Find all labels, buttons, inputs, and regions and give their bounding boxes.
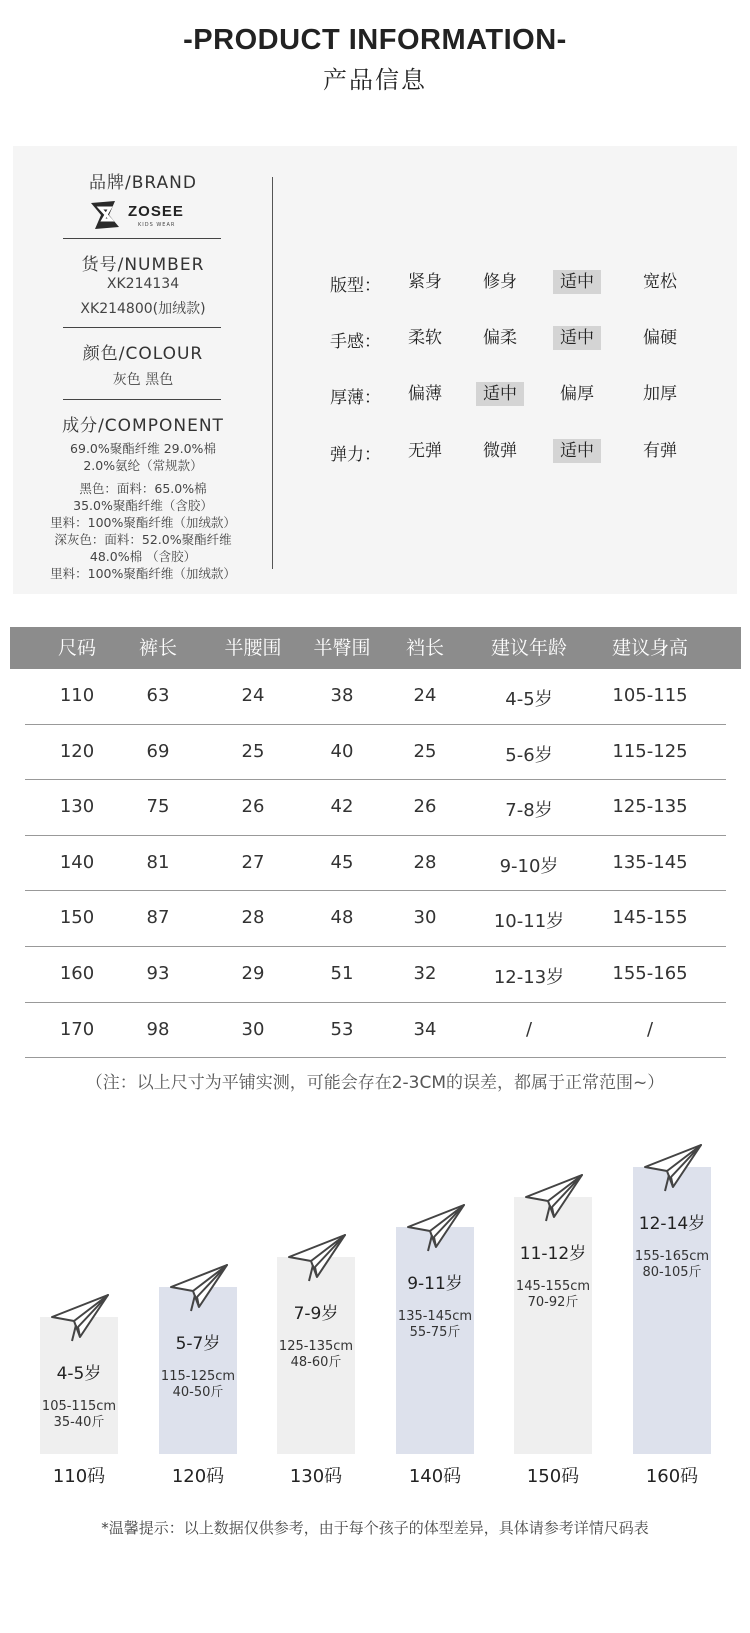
chart-size-label: 110码 bbox=[52, 1466, 106, 1487]
table-header-cell: 半腰围 bbox=[224, 637, 282, 659]
chart-age-label: 12-14岁 bbox=[638, 1214, 706, 1234]
table-cell: 25 bbox=[413, 740, 437, 762]
attribute-label: 版型： bbox=[330, 276, 381, 296]
attribute-option: 偏薄 bbox=[408, 384, 442, 404]
table-cell: 115-125 bbox=[612, 740, 688, 762]
paper-plane-icon bbox=[169, 1261, 231, 1317]
table-row-divider bbox=[25, 1057, 726, 1058]
table-cell: 170 bbox=[59, 1018, 95, 1040]
chart-height-label: 145-155cm bbox=[515, 1279, 591, 1294]
table-cell: 75 bbox=[146, 796, 170, 818]
table-cell: 51 bbox=[330, 963, 354, 984]
table-cell: 69 bbox=[146, 740, 170, 762]
chart-size-label: 150码 bbox=[526, 1466, 580, 1487]
chart-height-label: 135-145cm bbox=[397, 1309, 473, 1324]
table-cell: 38 bbox=[330, 685, 354, 706]
table-row-divider bbox=[25, 835, 726, 836]
table-row-divider bbox=[25, 1002, 726, 1003]
table-cell: 120 bbox=[59, 740, 95, 762]
size-note: （注：以上尺寸为平铺实测，可能会存在2-3CM的误差，都属于正常范围~） bbox=[85, 1073, 665, 1093]
table-row-divider bbox=[25, 890, 726, 891]
divider bbox=[63, 399, 221, 400]
component-label: 成分/COMPONENT bbox=[62, 416, 224, 436]
paper-plane-icon bbox=[524, 1171, 586, 1227]
table-cell: 5-6岁 bbox=[505, 744, 553, 766]
table-header-cell: 裆长 bbox=[405, 637, 444, 659]
chart-age-label: 4-5岁 bbox=[56, 1364, 102, 1384]
component-line: 深灰色：面料：52.0%聚酯纤维 bbox=[54, 532, 232, 547]
chart-age-label: 9-11岁 bbox=[407, 1274, 463, 1294]
table-cell: 26 bbox=[413, 796, 437, 818]
table-cell: 130 bbox=[59, 796, 95, 818]
paper-plane-icon bbox=[643, 1141, 705, 1197]
table-cell: / bbox=[646, 1018, 654, 1040]
attribute-option: 微弹 bbox=[483, 441, 517, 461]
chart-age-label: 11-12岁 bbox=[519, 1244, 587, 1264]
chart-weight-label: 40-50斤 bbox=[172, 1385, 224, 1400]
chart-bar bbox=[514, 1197, 592, 1454]
chart-weight-label: 70-92斤 bbox=[527, 1295, 579, 1310]
table-cell: 24 bbox=[241, 685, 265, 706]
paper-plane-icon bbox=[406, 1201, 468, 1257]
paper-plane-icon bbox=[287, 1231, 349, 1287]
table-cell: 29 bbox=[241, 963, 265, 984]
attribute-option: 偏厚 bbox=[560, 384, 594, 404]
chart-height-label: 125-135cm bbox=[278, 1339, 354, 1354]
attribute-option: 无弹 bbox=[408, 441, 442, 461]
attribute-option: 偏柔 bbox=[483, 328, 517, 348]
table-cell: 4-5岁 bbox=[505, 689, 553, 710]
table-cell: 140 bbox=[59, 851, 95, 873]
chart-size-label: 120码 bbox=[171, 1466, 225, 1487]
table-cell: 25 bbox=[241, 740, 265, 762]
attribute-option: 有弹 bbox=[643, 441, 677, 461]
table-cell: 42 bbox=[330, 796, 354, 818]
number-value-2: XK214800(加绒款) bbox=[80, 301, 206, 317]
attribute-label: 弹力： bbox=[330, 445, 381, 465]
title-chinese: 产品信息 bbox=[323, 66, 427, 94]
table-cell: 9-10岁 bbox=[499, 855, 559, 877]
divider bbox=[63, 327, 221, 328]
chart-weight-label: 55-75斤 bbox=[409, 1325, 461, 1340]
chart-height-label: 155-165cm bbox=[634, 1249, 710, 1264]
table-header-cell: 尺码 bbox=[57, 637, 96, 659]
table-cell: 98 bbox=[146, 1018, 170, 1040]
table-header-cell: 建议年龄 bbox=[490, 637, 567, 659]
table-header-cell: 建议身高 bbox=[611, 637, 688, 659]
number-value-1: XK214134 bbox=[106, 276, 180, 292]
table-cell: 135-145 bbox=[612, 851, 688, 873]
colour-value: 灰色 黑色 bbox=[112, 372, 174, 388]
component-line: 69.0%聚酯纤维 29.0%棉 bbox=[70, 441, 216, 456]
brand-logo-sub: KIDS WEAR bbox=[138, 222, 176, 228]
component-line: 里料：100%聚酯纤维（加绒款） bbox=[50, 566, 236, 581]
brand-logo bbox=[88, 198, 198, 234]
table-cell: 12-13岁 bbox=[493, 967, 565, 988]
component-line: 48.0%棉 （含胶） bbox=[89, 549, 197, 564]
tip-text: *温馨提示：以上数据仅供参考，由于每个孩子的体型差异，具体请参考详情尺码表 bbox=[101, 1519, 649, 1537]
number-label: 货号/NUMBER bbox=[81, 255, 205, 275]
attribute-option: 修身 bbox=[483, 272, 517, 292]
table-cell: 28 bbox=[241, 907, 265, 929]
chart-weight-label: 48-60斤 bbox=[290, 1355, 342, 1370]
table-cell: 93 bbox=[146, 963, 170, 984]
table-cell: 105-115 bbox=[612, 685, 688, 706]
colour-label: 颜色/COLOUR bbox=[82, 344, 204, 364]
table-cell: 48 bbox=[330, 907, 354, 929]
brand-logo-text: ZOSEE bbox=[128, 203, 184, 220]
table-row-divider bbox=[25, 779, 726, 780]
component-line: 35.0%聚酯纤维（含胶） bbox=[73, 498, 213, 513]
table-cell: 24 bbox=[413, 685, 437, 706]
attribute-option-selected: 适中 bbox=[553, 326, 601, 350]
table-cell: 87 bbox=[146, 907, 170, 929]
table-cell: 7-8岁 bbox=[505, 800, 553, 822]
chart-age-label: 7-9岁 bbox=[293, 1304, 339, 1324]
table-cell: 27 bbox=[241, 851, 265, 873]
table-cell: 53 bbox=[330, 1018, 354, 1040]
attribute-label: 手感： bbox=[330, 332, 381, 352]
table-header-cell: 裤长 bbox=[138, 637, 177, 659]
brand-label: 品牌/BRAND bbox=[89, 173, 197, 193]
paper-plane-icon bbox=[50, 1291, 112, 1347]
attribute-option-selected: 适中 bbox=[553, 439, 601, 463]
table-cell: 160 bbox=[59, 963, 95, 984]
table-cell: 40 bbox=[330, 740, 354, 762]
attribute-option: 紧身 bbox=[408, 272, 442, 292]
component-line: 2.0%氨纶（常规款） bbox=[83, 458, 203, 473]
attribute-option: 偏硬 bbox=[643, 328, 677, 348]
vertical-divider bbox=[272, 177, 273, 569]
attribute-label: 厚薄： bbox=[330, 388, 381, 408]
chart-weight-label: 35-40斤 bbox=[53, 1415, 105, 1430]
attribute-option: 宽松 bbox=[643, 272, 677, 292]
table-cell: 81 bbox=[146, 851, 170, 873]
table-cell: 34 bbox=[413, 1018, 437, 1040]
table-cell: 26 bbox=[241, 796, 265, 818]
attribute-option: 柔软 bbox=[408, 328, 442, 348]
chart-height-label: 105-115cm bbox=[41, 1399, 117, 1414]
table-cell: 125-135 bbox=[612, 796, 688, 818]
component-line: 里料：100%聚酯纤维（加绒款） bbox=[50, 515, 236, 530]
attribute-option: 加厚 bbox=[643, 384, 677, 404]
chart-size-label: 160码 bbox=[645, 1466, 699, 1487]
title-english: -PRODUCT INFORMATION- bbox=[183, 24, 567, 56]
table-cell: 45 bbox=[330, 851, 354, 873]
zosee-logo-icon bbox=[88, 198, 122, 232]
table-cell: 63 bbox=[146, 685, 170, 706]
chart-height-label: 115-125cm bbox=[160, 1369, 236, 1384]
table-row-divider bbox=[25, 946, 726, 947]
table-cell: 110 bbox=[59, 685, 95, 706]
component-line: 黑色：面料：65.0%棉 bbox=[79, 481, 207, 496]
size-table-header bbox=[10, 627, 741, 669]
table-header-cell: 半臀围 bbox=[313, 637, 371, 659]
table-cell: 28 bbox=[413, 851, 437, 873]
attribute-option-selected: 适中 bbox=[476, 382, 524, 406]
table-cell: 10-11岁 bbox=[493, 911, 565, 933]
table-cell: 30 bbox=[413, 907, 437, 929]
table-cell: 30 bbox=[241, 1018, 265, 1040]
attribute-option-selected: 适中 bbox=[553, 270, 601, 294]
table-row-divider bbox=[25, 724, 726, 725]
chart-weight-label: 80-105斤 bbox=[642, 1265, 702, 1280]
chart-size-label: 140码 bbox=[408, 1466, 462, 1487]
chart-size-label: 130码 bbox=[289, 1466, 343, 1487]
divider bbox=[63, 238, 221, 239]
table-cell: / bbox=[525, 1018, 533, 1040]
table-cell: 155-165 bbox=[612, 963, 688, 984]
table-cell: 150 bbox=[59, 907, 95, 929]
table-cell: 145-155 bbox=[612, 907, 688, 929]
table-cell: 32 bbox=[413, 963, 437, 984]
chart-age-label: 5-7岁 bbox=[175, 1334, 221, 1354]
